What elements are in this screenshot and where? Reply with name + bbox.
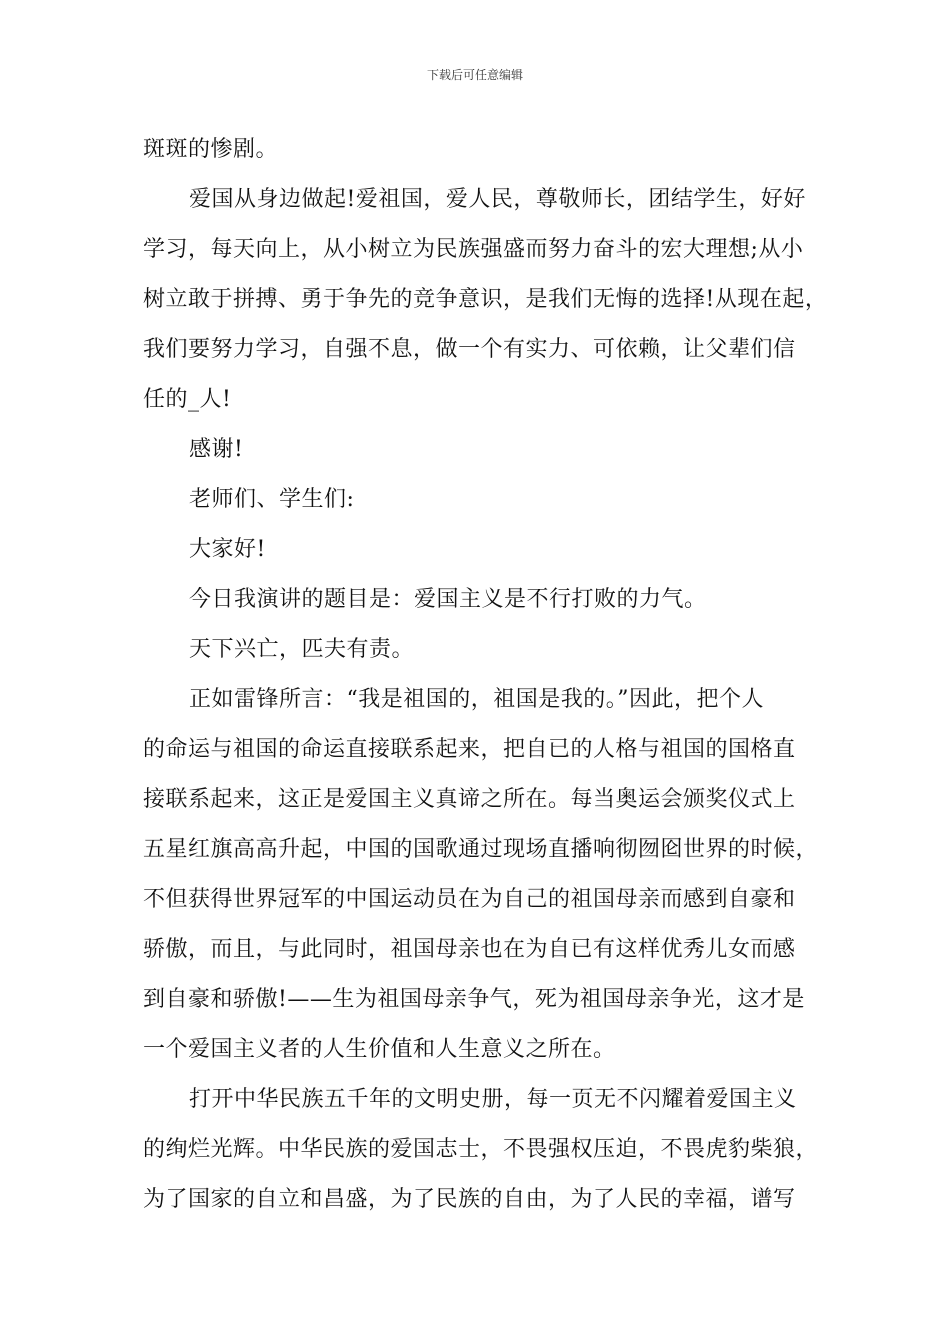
paragraph-line: 为了国家的自立和昌盛，为了民族的自由，为了人民的幸福，谱写	[143, 1187, 796, 1212]
paragraph-line: 到自豪和骄傲!——生为祖国母亲争气，死为祖国母亲争光，这才是	[143, 987, 805, 1012]
paragraph-line: 树立敢于拼搏、勇于争先的竞争意识，是我们无悔的选择!从现在起，	[143, 287, 828, 312]
paragraph-line: 学习，每天向上，从小树立为民族强盛而努力奋斗的宏大理想;从小	[143, 237, 804, 262]
paragraph-line: 今日我演讲的题目是：爱国主义是不行打败的力气。	[189, 587, 707, 612]
paragraph-line: 不但获得世界冠军的中国运动员在为自己的祖国母亲而感到自豪和	[143, 887, 796, 912]
page-header-note: 下载后可任意编辑	[426, 68, 523, 82]
paragraph-line: 大家好!	[189, 537, 266, 562]
paragraph-line: 老师们、学生们:	[189, 487, 355, 512]
paragraph-line: 骄傲，而且，与此同时，祖国母亲也在为自已有这样优秀儿女而感	[143, 937, 796, 962]
paragraph-line: 打开中华民族五千年的文明史册，每一页无不闪耀着爱国主义	[189, 1087, 797, 1112]
paragraph-line: 我们要努力学习，自强不息，做一个有实力、可依赖，让父辈们信	[143, 337, 796, 362]
paragraph-line: 的命运与祖国的命运直接联系起来，把自已的人格与祖国的国格直	[143, 737, 796, 762]
paragraph-line: 五星红旗高高升起，中国的国歌通过现场直播响彻囫囵世界的时候，	[143, 837, 819, 862]
paragraph-line: 的绚烂光辉。中华民族的爱国志士，不畏强权压迫，不畏虎豹柴狼，	[143, 1137, 819, 1162]
paragraph-line: 正如雷锋所言：“我是祖国的，祖国是我的。”因此，把个人	[189, 687, 764, 712]
paragraph-line: 感谢!	[189, 437, 244, 462]
paragraph-line: 斑斑的惨剧。	[143, 137, 279, 162]
paragraph-line: 爱国从身边做起!爱祖国，爱人民，尊敬师长，团结学生，好好	[189, 187, 806, 212]
paragraph-line: 接联系起来，这正是爱国主义真谛之所在。每当奥运会颁奖仪式上	[143, 787, 796, 812]
paragraph-line: 一个爱国主义者的人生价值和人生意义之所在。	[143, 1037, 616, 1062]
paragraph-line: 天下兴亡，匹夫有责。	[189, 637, 415, 662]
paragraph-line: 任的_人!	[143, 387, 232, 412]
